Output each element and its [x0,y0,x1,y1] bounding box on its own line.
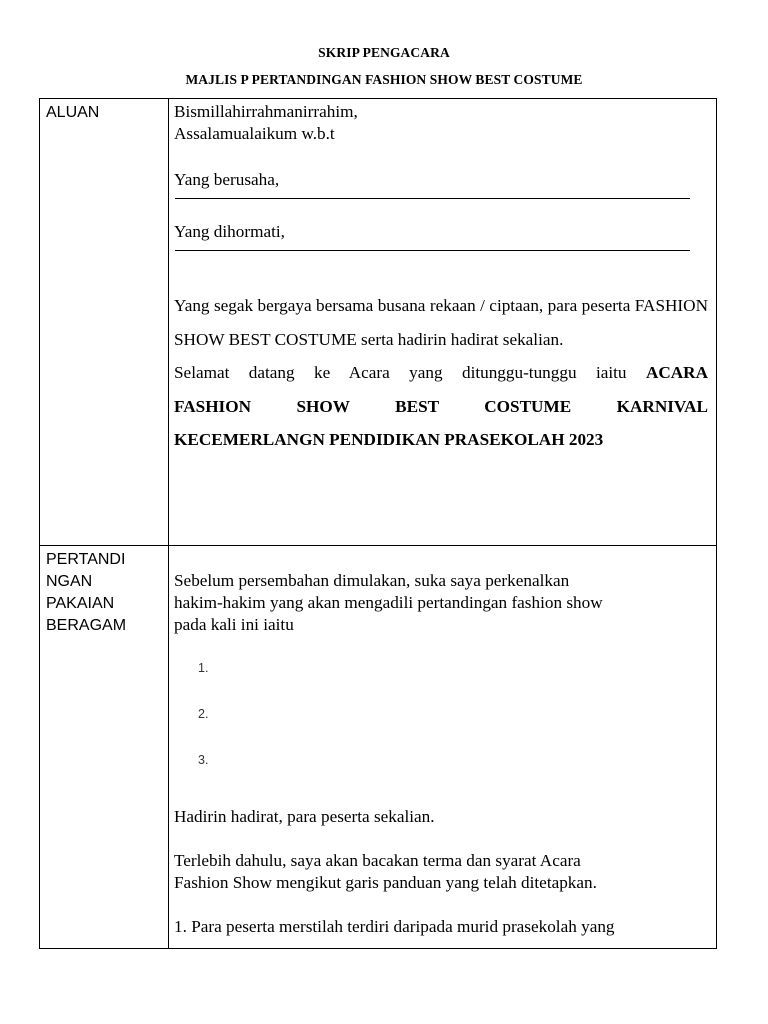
event-name-part: KECEMERLANGN PENDIDIKAN PRASEKOLAH 2023 [174,430,604,449]
blank-line [175,198,690,199]
section-label-line: PERTANDI [46,551,126,568]
section-label-cell [40,546,169,949]
intro-line: hakim-hakim yang akan mengadili pertandingan fashion show [174,593,603,612]
page-title: SKRIP PENGACARA [318,45,450,60]
section-label-line: BERAGAM [46,617,127,634]
judge-item: 2. [198,707,209,721]
intro-line: pada kali ini iaitu [174,615,294,634]
event-name-part: FASHION SHOW BEST COSTUME KARNIVAL [174,396,708,416]
judge-list [174,658,708,796]
paragraph: Hadirin hadirat, para peserta sekalian. [174,807,435,826]
script-table [39,98,717,949]
welcome-paragraph: Yang segak bergaya bersama busana rekaan / ciptaan, para peserta FASHION SHOW BEST COSTUME serta hadirin hadirat sekalian. [174,296,708,349]
paragraph-line: Fashion Show mengikut garis panduan yang telah ditetapkan. [174,873,597,892]
section-label: ALUAN [46,104,100,121]
paragraph-line: Terlebih dahulu, saya akan bacakan terma dan syarat Acara [174,851,581,870]
welcome-lead-text: Selamat datang ke Acara yang ditunggu-tunggu iaitu [174,363,646,382]
section-content-cell [169,99,717,546]
greeting-line: Assalamualaikum w.b.t [174,124,335,143]
address-label: Yang berusaha, [174,170,280,189]
section-aluan [40,99,717,546]
welcome-paragraph-lead [174,356,708,390]
judge-item: 1. [198,661,209,675]
blank-line [175,250,690,251]
address-label: Yang dihormati, [174,222,285,241]
judge-item: 3. [198,753,209,767]
page-subtitle: MAJLIS P PERTANDINGAN FASHION SHOW BEST COSTUME [185,72,583,87]
rule-item: 1. Para peserta merstilah terdiri daripada murid prasekolah yang [174,917,615,936]
section-content-cell [169,546,717,949]
greeting-line: Bismillahirrahmanirrahim, [174,102,358,121]
section-label-line: NGAN [46,573,93,590]
intro-line: Sebelum persembahan dimulakan, suka saya perkenalkan [174,571,570,590]
section-label-cell [40,99,169,546]
section-label-line: PAKAIAN [46,595,115,612]
event-name-part: ACARA [645,363,708,382]
section-pertandingan [40,546,717,949]
